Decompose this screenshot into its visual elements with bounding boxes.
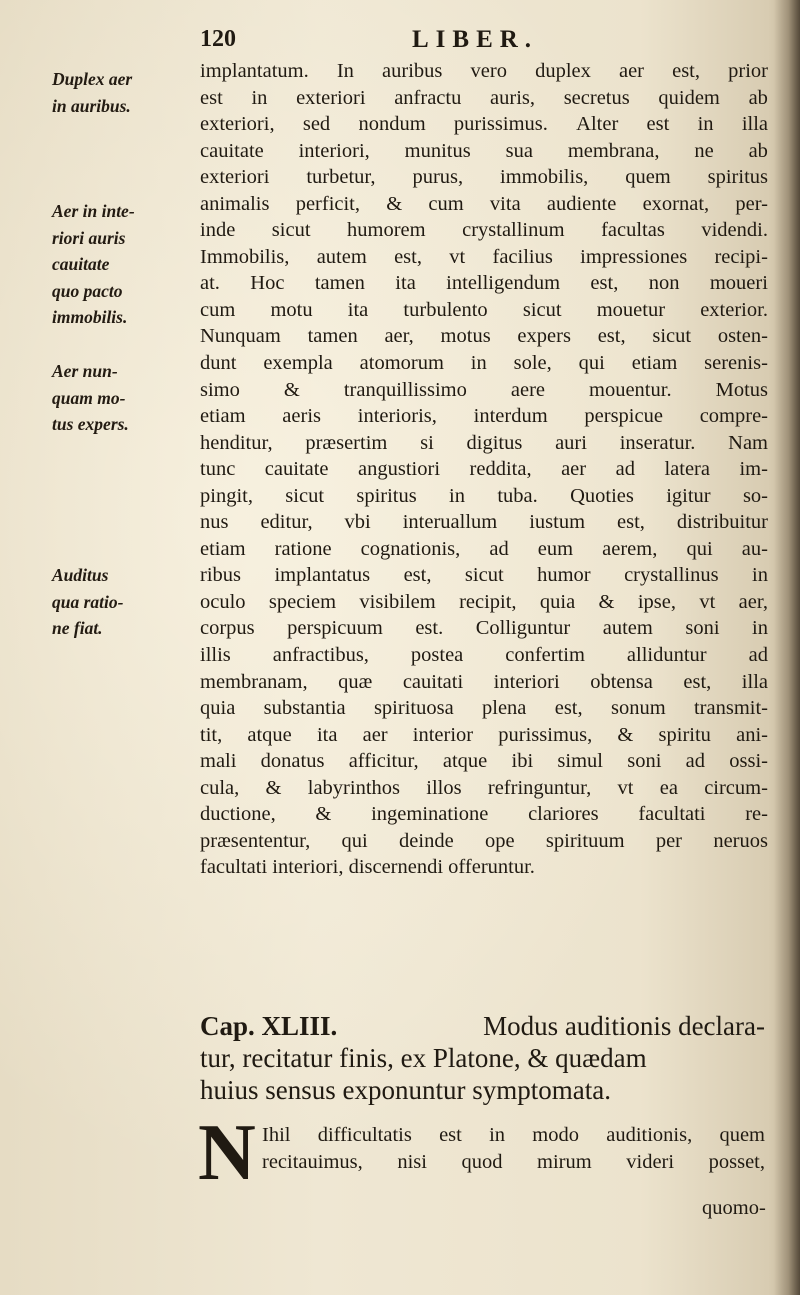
opening-line: Ihil difficultatis est in modo auditionis, quem: [262, 1124, 765, 1146]
text-line: nus editur, vbi interuallum iustum est, distribuitur: [200, 511, 768, 534]
text-line: simo & tranquillissimo aere mouentur. Motus: [200, 378, 768, 401]
text-line: tit, atque ita aer interior purissimus, & spiritu ani-: [200, 723, 768, 746]
margin-note-line: in auribus.: [52, 95, 131, 116]
text-line: pingit, sicut spiritus in tuba. Quoties igitur so-: [200, 484, 768, 507]
text-line: etiam ratione cognationis, ad eum aerem, qui au-: [200, 537, 768, 560]
text-line: cula, & labyrinthos illos refringuntur, vt ea circum-: [200, 776, 768, 799]
text-line: præsententur, qui deinde ope spirituum per neruos: [200, 829, 768, 852]
chapter-title-line: Modus auditionis declara-: [483, 1011, 765, 1041]
margin-note-line: quam mo-: [52, 387, 126, 408]
margin-note-line: quo pacto: [52, 280, 123, 301]
text-line: exteriori, sed nondum purissimus. Alter est in illa: [200, 113, 768, 136]
main-text-block: [200, 58, 768, 881]
chapter-heading-line: [200, 1010, 765, 1042]
chapter-label: Cap.: [200, 1011, 255, 1041]
text-line: quia substantia spirituosa plena est, sonum transmit-: [200, 697, 768, 720]
margin-note-aer-interior: [52, 198, 192, 331]
margin-note-line: Duplex aer: [52, 69, 133, 89]
chapter-heading: [200, 1010, 765, 1106]
margin-note-auditus: [52, 562, 192, 642]
chapter-heading-line: [200, 1074, 765, 1106]
margin-note-line: qua ratio-: [52, 591, 124, 612]
chapter-title-line: huius sensus exponuntur symptomata.: [200, 1075, 611, 1105]
opening-line: recitauimus, nisi quod mirum videri posset,: [262, 1151, 765, 1173]
text-line: exteriori turbetur, purus, immobilis, quem spiritus: [200, 166, 768, 189]
catchword: quomo-: [702, 1197, 766, 1219]
text-line: Immobilis, autem est, vt facilius impressiones recipi-: [200, 245, 768, 268]
margin-note-line: Aer in inte-: [52, 201, 135, 221]
text-line: etiam aeris interioris, interdum perspicue compre-: [200, 405, 768, 428]
text-line: cauitate interiori, munitus sua membrana, ne ab: [200, 139, 768, 162]
text-line: henditur, præsertim si digitus auri inseratur. Nam: [200, 431, 768, 454]
text-line: ductione, & ingeminatione clariores facultati re-: [200, 803, 768, 826]
chapter-title-line: tur, recitatur finis, ex Platone, & quædam: [200, 1043, 647, 1073]
text-line: cum motu ita turbulento sicut mouetur exterior.: [200, 298, 768, 321]
running-head: LIBER.: [412, 26, 539, 53]
chapter-opening-text: [262, 1122, 765, 1176]
text-line: illis anfractibus, postea confertim alliduntur ad: [200, 644, 768, 667]
text-line: at. Hoc tamen ita intelligendum est, non moueri: [200, 272, 768, 295]
margin-note-line: riori auris: [52, 227, 126, 248]
text-line: dunt exempla atomorum in sole, qui etiam serenis-: [200, 352, 768, 375]
page-header: [195, 26, 760, 60]
margin-note-line: cauitate: [52, 254, 110, 274]
text-line: oculo speciem visibilem recipit, quia & ipse, vt aer,: [200, 590, 768, 613]
text-line: mali donatus afficitur, atque ibi simul soni ad ossi-: [200, 750, 768, 773]
text-line: Nunquam tamen aer, motus expers est, sicut osten-: [200, 325, 768, 348]
margin-note-duplex-aer: [52, 66, 192, 119]
chapter-heading-line: [200, 1042, 765, 1074]
margin-note-line: immobilis.: [52, 307, 128, 327]
page-gutter-shadow: [774, 0, 800, 1295]
drop-cap-initial: N: [198, 1109, 256, 1197]
margin-note-line: Auditus: [52, 565, 109, 585]
chapter-number: XLIII.: [261, 1011, 338, 1041]
text-line: facultati interiori, discernendi offeruntur.: [200, 856, 535, 879]
text-line: tunc cauitate angustiori reddita, aer ad latera im-: [200, 458, 768, 481]
text-line: implantatum. In auribus vero duplex aer est, prior: [200, 60, 768, 82]
text-line: animalis perficit, & cum vita audiente exornat, per-: [200, 192, 768, 215]
margin-note-line: tus expers.: [52, 414, 129, 434]
margin-note-line: ne fiat.: [52, 618, 103, 638]
text-line: corpus perspicuum est. Colliguntur autem soni in: [200, 617, 768, 640]
text-line: inde sicut humorem crystallinum facultas videndi.: [200, 219, 768, 242]
text-line: est in exteriori anfractu auris, secretus quidem ab: [200, 86, 768, 109]
text-line: ribus implantatus est, sicut humor crystallinus in: [200, 564, 768, 587]
margin-note-aer-nunquam: [52, 358, 192, 438]
page-number: 120: [200, 26, 236, 52]
text-line: membranam, quæ cauitati interiori obtensa est, illa: [200, 670, 768, 693]
margin-note-line: Aer nun-: [52, 361, 118, 381]
